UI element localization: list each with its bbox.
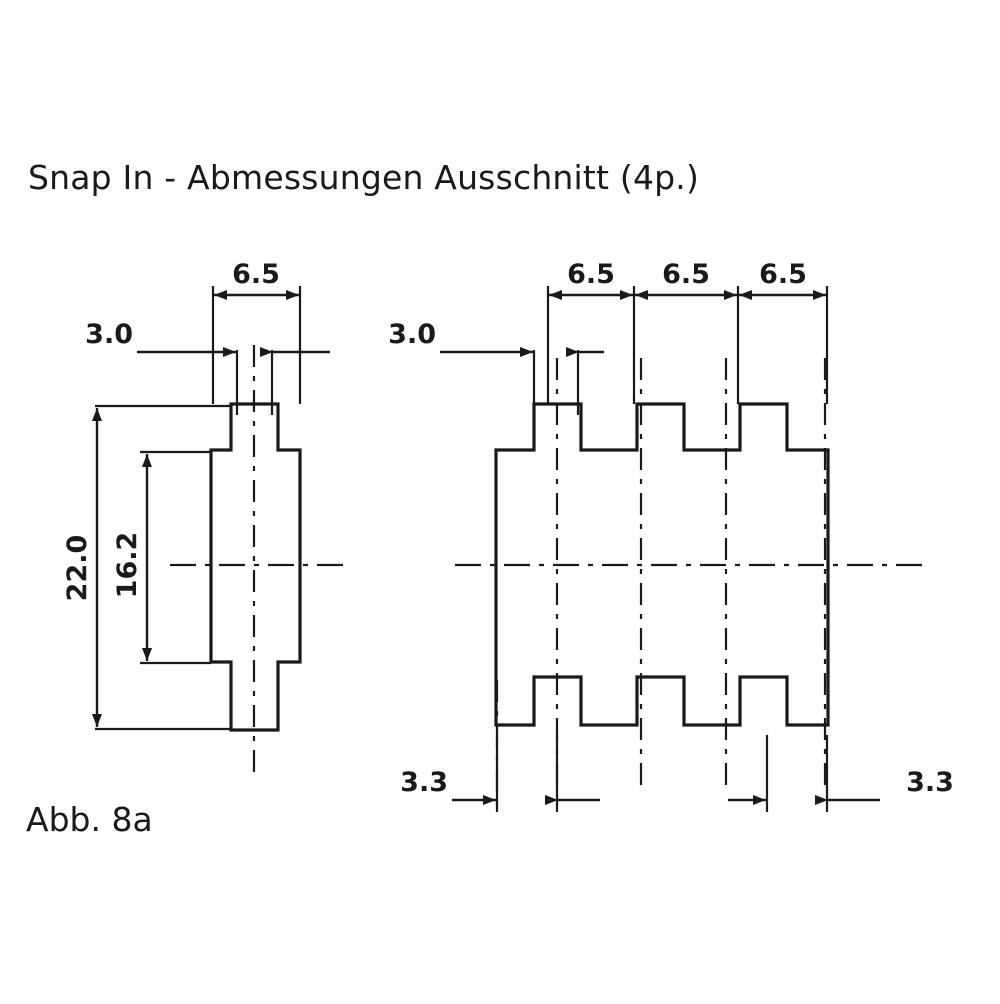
dim-label-16-2: 16.2 — [112, 531, 143, 599]
dim-label-3-0-4p: 3.0 — [388, 319, 436, 350]
dim-label-22-0: 22.0 — [62, 534, 93, 602]
four-pole-cutout-view — [388, 259, 954, 812]
dim-label-3-3-right: 3.3 — [906, 767, 954, 798]
figure-label: Abb. 8a — [26, 800, 153, 839]
page-title: Snap In - Abmessungen Ausschnitt (4p.) — [28, 158, 700, 197]
dim-label-3-0-single: 3.0 — [85, 319, 133, 350]
dim-label-3-3-left: 3.3 — [400, 767, 448, 798]
dim-label-6-5-4p-1: 6.5 — [567, 259, 615, 290]
dim-label-6-5-4p-2: 6.5 — [662, 259, 710, 290]
single-pole-cutout-view — [62, 259, 345, 775]
cutout-outline-single — [211, 404, 300, 730]
dim-label-6-5-4p-3: 6.5 — [759, 259, 807, 290]
dim-label-6-5-single: 6.5 — [232, 259, 280, 290]
